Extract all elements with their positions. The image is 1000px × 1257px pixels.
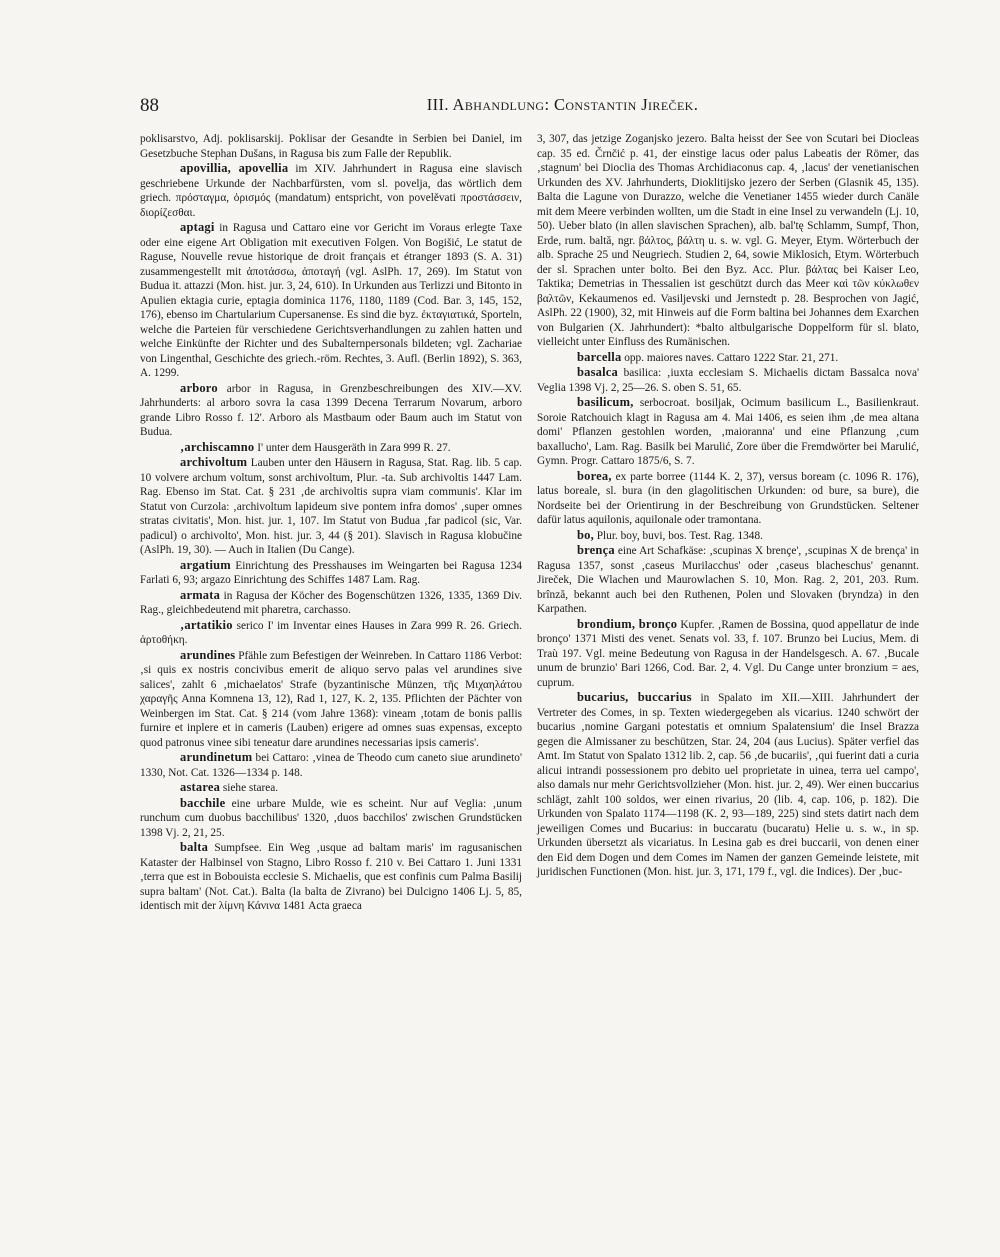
dictionary-entry xyxy=(140,558,522,588)
entry-headword: arundinetum xyxy=(180,750,253,764)
entry-text: Sumpfsee. Ein Weg ‚usque ad baltam maris' im ragusanischen Kataster der Halbinsel von Stagno, Libro Rosso f. 210 v. Bei Cattaro 1. Juni 1331 ‚terra que est in Bobouista ecclesie S. Michaelis, que est confinis cum Palma Basilij supra baltam' (Not. Cat.). Balta (la balta de Zivrano) bei Dulcigno 1406 Lj. 5, 85, identisch mit der λίμνη Κάνινα 1481 Acta graeca xyxy=(140,842,522,912)
dictionary-entry xyxy=(140,381,522,440)
dictionary-entry xyxy=(140,780,522,796)
entry-text: 3, 307, das jetzige Zoganjsko jezero. Balta heisst der See von Scutari bei Diocleas cap. 35 ed. Črnčić p. 41, der einstige lacus oder palus Labeatis der Römer, das ‚stagnum' bei Dioclia des Thomas Archidiaconus cap. 4, ‚lacus' der venetianischen Urkunden des XV. Jahrhunderts, Dioklitijsko jezero der Serben (Glasnik 45, 135). Balta die Lagune von Durazzo, welche die Venetianer 1455 wieder durch Canäle mit dem Meere verbinden wollten, um die Stadt in eine Insel zu verwandeln (Lj. 10, 50). Ueber blato (in allen slavischen Sprachen), alb. bal'tę Schlamm, Sumpf, Thon, Erde, rum. baltă, ngr. βάλτος, βάλτη u. s. w. vgl. G. Meyer, Etym. Wörterbuch der alb. Sprache 25 und Neugriech. Studien 2, 64, sowie Miklosich, Etym. Wörterbuch der sl. Sprachen unter bolto. Bei den Byz. Acc. Plur. βάλτας bei Kaiser Leo, Taktika; Demetrias in Thessalien ist geschützt durch das Meer καὶ τῶν κύκλωθεν βαλτῶν, Kekaumenos ed. Vasiljevski und Jernstedt p. 28. Besprochen von Jagić, AslPh. 22 (1900), 32, mit Hinweis auf die Form baltina bei Johannes dem Exarchen von Bulgarien (X. Jahrhundert): *balto altbulgarische Doppelform für sl. blato, vielleicht unter Einfluss des Rumänischen. xyxy=(537,133,919,348)
entry-text: poklisarstvo, Adj. poklisarskij. Poklisar der Gesandte in Serbien bei Daniel, im Gesetzbuche Stephan Dušans, in Ragusa bis zum Falle der Republik. xyxy=(140,133,522,160)
dictionary-entry xyxy=(537,617,919,691)
entry-text: eine urbare Mulde, wie es scheint. Nur auf Veglia: ‚unum runchum cum duobus bacchilibus' 1320, ‚duos bacchilos' zwischen Grundstücken 1398 Vj. 2, 21, 25. xyxy=(140,797,522,839)
entry-text: opp. maiores naves. Cattaro 1222 Star. 21, 271. xyxy=(621,351,839,364)
dictionary-entry xyxy=(537,350,919,366)
left-column xyxy=(140,132,522,914)
entry-headword: basalca xyxy=(577,365,618,379)
dictionary-entry xyxy=(537,395,919,469)
dictionary-entry xyxy=(537,365,919,395)
entry-text: siehe starea. xyxy=(220,782,279,794)
entry-headword: apovillia, apovellia xyxy=(180,161,289,175)
entry-headword: bo, xyxy=(577,527,594,542)
entry-text: Lauben unter den Häusern in Ragusa, Stat. Rag. lib. 5 cap. 10 volvere archum voltum, sonst archivoltum, Plur. -ta. Sub archivoltis 1447 Lam. Rag. Ebenso im Stat. Cat. § 231 ‚de archivoltis supra viam communis'. Klar im Statut von Curzola: ‚archivoltum lapideum sive pontem infra domos' ‚super omnes stratas civitatis', Mon. hist. jur. 1, 107. Im Statut von Budua ‚far padicol (sic, Var. padicul) o archivolto', Mon. hist. jur. 3, 44 (§ 201). Slavisch in Ragusa klobučine (AslPh. 19, 30). — Auch in Italien (Du Cange). xyxy=(140,457,522,556)
entry-text: eine Art Schafkäse: ‚scupinas X brençe', ‚scupinas X de brença' in Ragusa 1357, sonst ‚caseus Murilacchus' oder ‚caseus blacheschus' genannt. Jireček, Die Wlachen und Maurowlachen S. 10, Mon. Rag. 2, 201, 203. Rum. brînză, bekannt auch bei den Ruthenen, Polen und Slovaken (bryndza) in den Karpathen. xyxy=(537,545,919,615)
entry-headword: brença xyxy=(577,543,615,557)
dictionary-entry xyxy=(140,161,522,220)
entry-headword: aptagi xyxy=(180,220,215,234)
entry-headword: barcella xyxy=(577,349,622,364)
entry-headword: ‚artatikio xyxy=(180,617,233,632)
entry-text: Pfähle zum Befestigen der Weinreben. In Cattaro 1186 Verbot: ‚si quis ex nostris concivibus emerit de aliquo servo palas vel arundines sive salices', zahlt 6 ‚michaelatos' Strafe (byzantinische Münzen, τῆς Μιχαηλάτου χαραγῆς Anna Komnena 13, 12), Rad 1, 127, K. 2, 135. Pflichten der Pächter von Weinbergen im Stat. Cat. § 214 (vom Jahre 1368): vineam ‚totam de bonis pallis furnire et inplere et in cameris (Lauben) erigere ad omnes suas expensas, excepto quod patronus vinee sibi teneatur dare arundines necessarias ipsis cameris'. xyxy=(140,649,522,749)
entry-headword: armata xyxy=(180,587,221,602)
dictionary-entry xyxy=(140,796,522,841)
entry-text: bei Cattaro: ‚vinea de Theodo cum caneto siue arundineto' 1330, Not. Cat. 1326—1334 p. 148. xyxy=(140,752,522,779)
entry-text: im XIV. Jahrhundert in Ragusa eine slavisch geschriebene Urkunde der Nachbarfürsten, vom sl. povelja, das wörtlich dem griech. πρόσταγμα, ὁρισμός (mandatum) entspricht, von povelěvati προστάσσειν, διορίζεσθαι. xyxy=(140,163,522,219)
entry-headword: bucarius, buccarius xyxy=(577,690,692,704)
entry-text: serico I' im Inventar eines Hauses in Zara 999 R. 26. Griech. ἀρτοθήκη. xyxy=(140,619,522,646)
entry-headword: bacchile xyxy=(180,795,226,810)
dictionary-entry xyxy=(537,132,919,350)
dictionary-entry xyxy=(140,440,522,456)
dictionary-entry xyxy=(140,220,522,381)
dictionary-entry xyxy=(537,543,919,617)
dictionary-entry xyxy=(140,840,522,914)
page-number: 88 xyxy=(140,95,159,116)
entry-text: in Ragusa der Köcher des Bogenschützen 1326, 1335, 1369 Div. Rag., gleichbedeutend mit pharetra, carchasso. xyxy=(140,589,522,616)
entry-text: Einrichtung des Presshauses im Weingarten bei Ragusa 1234 Farlati 6, 93; argazo Einrichtung des Schiffes 1487 Lam. Rag. xyxy=(140,559,522,586)
entry-text: basilica: ‚iuxta ecclesiam S. Michaelis dictam Bassalca nova' Veglia 1398 Vj. 2, 25—26. S. oben S. 51, 65. xyxy=(537,367,919,394)
entry-text: Plur. boy, buvi, bos. Test. Rag. 1348. xyxy=(593,529,763,542)
entry-text: serbocroat. bosiljak, Ocimum basilicum L., Basilienkraut. Soroie Ratchouich klagt in Ragusa am 4. Mai 1406, es seien ihm ‚de mea altana domi' Pflanzen gestohlen worden, ‚maioranna' und eine Pflanzung ‚cum baxallucho', Lam. Rag. Basilk bei Marulić, Zore über die Fremdwörter bei Marulić, Gymn. Progr. Cattaro 1875/6, S. 7. xyxy=(537,397,919,467)
dictionary-entry xyxy=(140,588,522,618)
entry-headword: basilicum, xyxy=(577,395,634,409)
entry-text: in Ragusa und Cattaro eine vor Gericht im Voraus erlegte Taxe oder eine eigene Art Obligation mit executiven Folgen. Von Bogišić, Le statut de Raguse, Nouvelle revue historique de droit français et étranger 1893 (S. A. 31) zusammengestellt mit ἀποτάσσω, ἀποταγή (vgl. AslPh. 17, 269). Im Statut von Budua it. attazzi (Mon. hist. jur. 3, 24, 610). In Urkunden aus Terlizzi und Bitonto in Apulien ektagia curie, eptagia dominica 1176, 1180, 1189 (Cod. Bar. 3, 145, 152, 176), ebenso im Chartularium Cupersanense. Es sind die byz. ἐκταγιατικά, Sporteln, welche die Parteien für verschiedene Gerichtsverhandlungen zu zahlen hatten und welche Einkünfte der Richter und des Subalternpersonals bildeten; vgl. Zachariae von Lingenthal, Geschichte des griech.-röm. Rechtes, 3. Aufl. (Berlin 1892), S. 363, A. 1299. xyxy=(140,222,522,379)
entry-text: ex parte borree (1144 K. 2, 37), versus boream (c. 1096 R. 176), latus boreale, sl. bura (in den glagolitischen Urkunden: od bure, sa bure), die Nordseite bei der Orientirung in der Beschreibung von Grundstücken. Seltener dafür latus aquilonis, aquilonale oder tramontana. xyxy=(537,470,919,526)
entry-text: Kupfer. ‚Ramen de Bossina, quod appellatur de inde bronço' 1371 Misti des venet. Senats vol. 33, f. 107. Brunzo bei Lucius, Mem. di Traù 197. Vgl. meine Bedeutung von Ragusa in der Handelsgesch. A. 67. ‚Bucale unum de brunzio' Bari 1266, Cod. Bar. 2, 4. Vgl. Du Cange unter bronzium = aes, cuprum. xyxy=(537,618,919,689)
entry-headword: ‚archiscamno xyxy=(180,439,255,454)
running-title: III. Abhandlung: Constantin Jireček. xyxy=(426,95,699,114)
right-column xyxy=(537,132,919,880)
entry-headword: argatium xyxy=(180,557,231,572)
dictionary-entry xyxy=(537,690,919,880)
dictionary-entry xyxy=(140,618,522,648)
dictionary-entry xyxy=(537,528,919,544)
entry-headword: archivoltum xyxy=(180,455,248,469)
dictionary-entry xyxy=(537,469,919,528)
dictionary-entry xyxy=(140,455,522,558)
dictionary-entry xyxy=(140,132,522,161)
dictionary-entry xyxy=(140,750,522,780)
entry-headword: astarea xyxy=(180,780,221,794)
entry-headword: brondium, bronço xyxy=(577,616,678,631)
dictionary-entry xyxy=(140,648,522,751)
page-header xyxy=(140,95,915,117)
entry-headword: balta xyxy=(180,840,209,854)
entry-text: I' unter dem Hausgeräth in Zara 999 R. 27. xyxy=(254,441,451,454)
entry-headword: arundines xyxy=(180,647,236,662)
entry-text: in Spalato im XII.—XIII. Jahrhundert der Vertreter des Comes, in sp. Texten wiedergegeben als vicarius. 1240 schwört der bucarius ‚nomine Gargani potestatis et omnium Spalatensium' die Insel Brazza gegen die Almissaner zu beschützen, Star. 24, 204 (aus Lucius). Später verfiel das Amt. Im Statut von Spalato 1312 lib. 2, cap. 56 ‚de bucariis', ‚qui fuerint dati a curia alicui intrandi possessionem pro debito uel proprietate in uinea, terra uel campo', also damals nur mehr Gerichtsvollzieher (Mon. hist. jur. 2, 49). Wer einen buccarius schlägt, zahlt 100 soldos, wer einen rivarius, 20 (lib. 4, cap. 106, p. 182). Die Urkunden von Spalato 1174—1198 (K. 2, 93—189, 225) sind stets datirt nach dem jeweiligen Comes und Bucarius: in buccaratu (bucaratu) Helie u. s. w., in sp. Urkunden übersetzt als vicariatus. In Lesina gab es drei buccarii, von denen einer den Eid dem Dogen und dem Comes im Namen der ganzen Gemeinde leistete, mit juridischen Functionen (Mon. hist. jur. 3, 171, 179 f., vgl. die Indices). Der ‚buc- xyxy=(537,692,919,878)
entry-headword: arboro xyxy=(180,380,218,395)
entry-headword: borea, xyxy=(577,468,612,483)
entry-text: arbor in Ragusa, in Grenzbeschreibungen des XIV.—XV. Jahrhunderts: al arboro sovra la casa 1399 Decena Terrarum Novarum, arboro grande Libro Rosso f. 12'. Arboro als Mastbaum oder Baum auch im Statut von Budua. xyxy=(140,382,522,438)
